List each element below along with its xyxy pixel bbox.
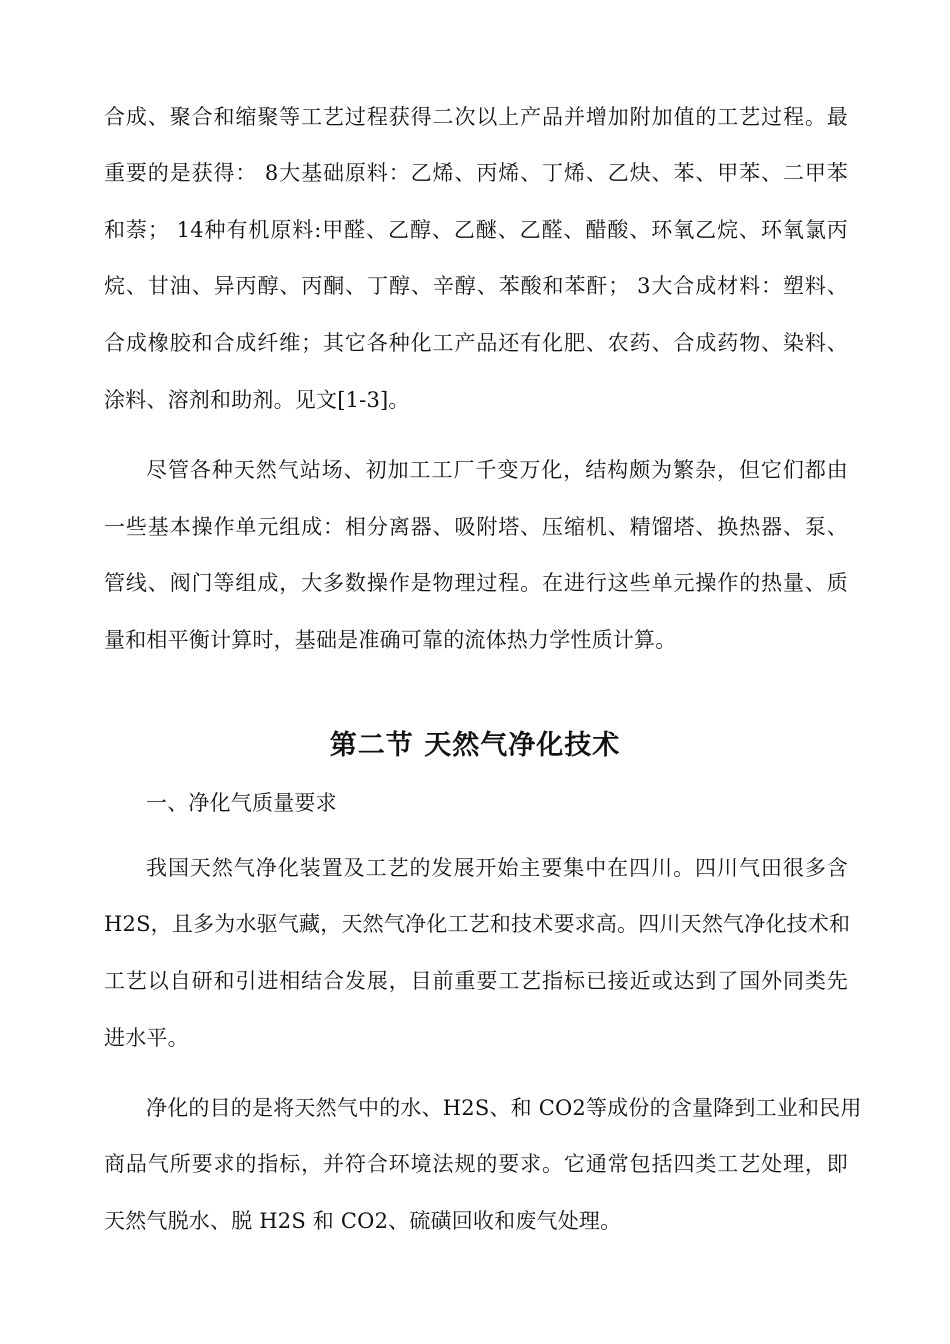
paragraph-3-line-2: H2S，且多为水驱气藏，天然气净化工艺和技术要求高。四川天然气净化技术和 [104, 912, 851, 936]
paragraph-4-line-1: 净化的目的是将天然气中的水、H2S、和 CO2等成份的含量降到工业和民用 [146, 1096, 862, 1120]
paragraph-1-line-4: 烷、甘油、异丙醇、丙酮、丁醇、辛醇、苯酸和苯酐； 3大合成材料：塑料、 [104, 274, 848, 298]
paragraph-1-line-3: 和萘； 14种有机原料:甲醛、乙醇、乙醚、乙醛、醋酸、环氧乙烷、环氧氯丙 [104, 218, 848, 242]
paragraph-2-line-1: 尽管各种天然气站场、初加工工厂千变万化，结构颇为繁杂，但它们都由 [146, 458, 848, 482]
paragraph-3-line-4: 进水平。 [104, 1026, 189, 1050]
paragraph-4-line-2: 商品气所要求的指标，并符合环境法规的要求。它通常包括四类工艺处理，即 [104, 1152, 848, 1176]
paragraph-2-line-4: 量和相平衡计算时，基础是准确可靠的流体热力学性质计算。 [104, 628, 677, 652]
section-title: 第二节 天然气净化技术 [329, 730, 621, 761]
paragraph-1-line-2: 重要的是获得： 8大基础原料：乙烯、丙烯、丁烯、乙炔、苯、甲苯、二甲苯 [104, 161, 848, 185]
paragraph-1-line-6: 涂料、溶剂和助剂。见文[1-3]。 [104, 388, 410, 412]
paragraph-1-line-5: 合成橡胶和合成纤维；其它各种化工产品还有化肥、农药、合成药物、染料、 [104, 331, 848, 355]
paragraph-2-line-2: 一些基本操作单元组成：相分离器、吸附塔、压缩机、精馏塔、换热器、泵、 [104, 515, 848, 539]
section-subheading: 一、净化气质量要求 [146, 791, 337, 815]
paragraph-3-line-1: 我国天然气净化装置及工艺的发展开始主要集中在四川。四川气田很多含 [146, 856, 848, 880]
paragraph-2-line-3: 管线、阀门等组成，大多数操作是物理过程。在进行这些单元操作的热量、质 [104, 571, 848, 595]
paragraph-3-line-3: 工艺以自研和引进相结合发展，目前重要工艺指标已接近或达到了国外同类先 [104, 969, 848, 993]
paragraph-1-line-1: 合成、聚合和缩聚等工艺过程获得二次以上产品并增加附加值的工艺过程。最 [104, 105, 848, 129]
paragraph-4-line-3: 天然气脱水、脱 H2S 和 CO2、硫磺回收和废气处理。 [104, 1209, 622, 1233]
